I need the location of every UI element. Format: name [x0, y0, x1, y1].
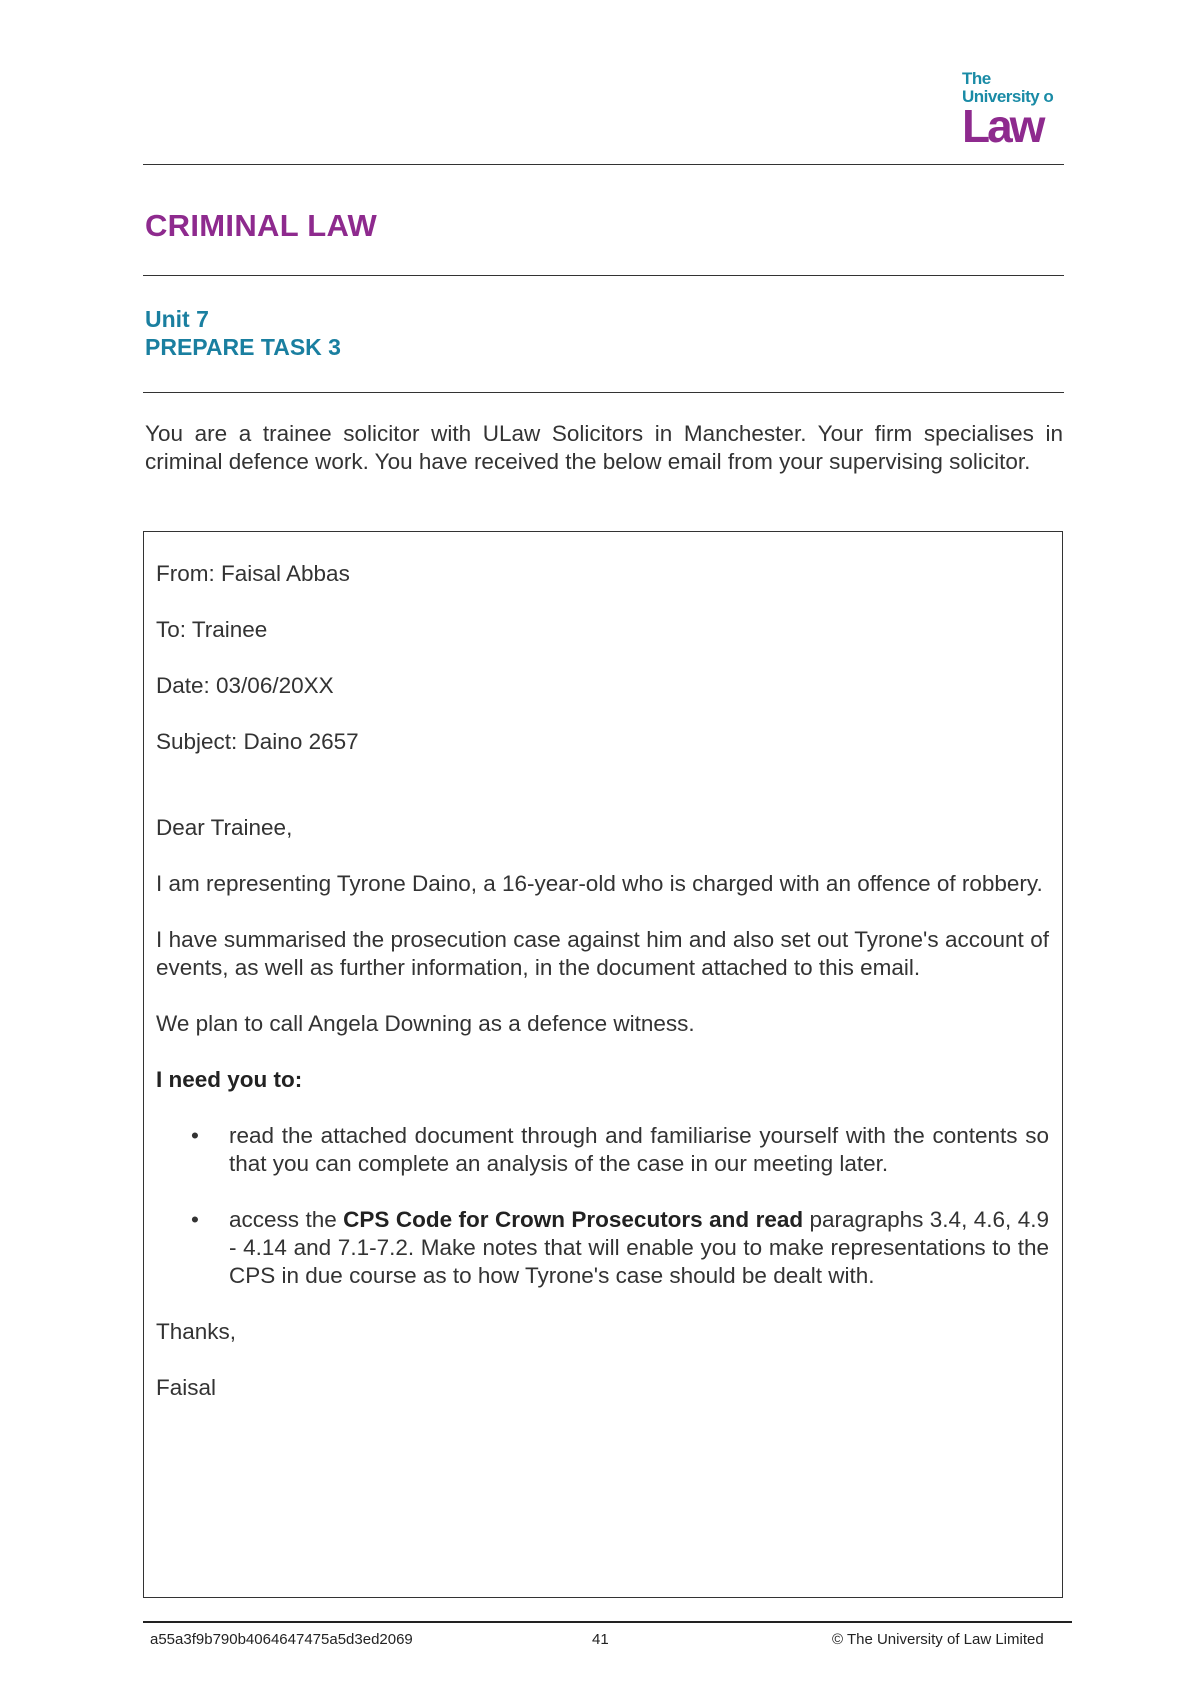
- header-divider-middle: [143, 275, 1064, 276]
- email-subject: Subject: Daino 2657: [156, 729, 359, 754]
- logo-line-law: Law: [962, 100, 1043, 152]
- email-to: To: Trainee: [156, 617, 268, 642]
- task-1-text: read the attached document through and familiarise yourself with the contents so that you can complete an analysis of the case in our meeting later.: [229, 1123, 1049, 1176]
- task-item-1: [156, 1122, 1049, 1178]
- footer-page-number: 41: [592, 1631, 609, 1648]
- task-label: PREPARE TASK 3: [145, 334, 341, 360]
- footer-copyright: © The University of Law Limited: [832, 1631, 1044, 1648]
- logo-line-the: The: [962, 69, 991, 88]
- email-need-heading: I need you to:: [156, 1067, 303, 1092]
- page-title: CRIMINAL LAW: [145, 208, 378, 243]
- footer-divider: [143, 1621, 1072, 1623]
- email-box: [143, 531, 1063, 1598]
- task-item-2: [156, 1206, 1049, 1290]
- email-date: Date: 03/06/20XX: [156, 673, 334, 698]
- footer-document-code: a55a3f9b790b4064647475a5d3ed2069: [150, 1631, 413, 1648]
- task-2-text-post: paragraphs 3.4, 4.6, 4.9 - 4.14 and 7.1-7.2. Make notes that will enable you to make representations to the CPS in due course as to how Tyrone's case should be dealt with.: [229, 1207, 1049, 1288]
- email-paragraph-3: We plan to call Angela Downing as a defence witness.: [156, 1011, 695, 1036]
- header-divider-top: [143, 164, 1064, 165]
- task-list: [156, 1122, 1049, 1290]
- header-divider-bottom: [143, 392, 1064, 393]
- bullet-icon: •: [191, 1123, 199, 1148]
- email-thanks: Thanks,: [156, 1319, 237, 1344]
- email-paragraph-2: I have summarised the prosecution case against him and also set out Tyrone's account of events, as well as further information, in the document attached to this email.: [156, 927, 1049, 980]
- email-from: From: Faisal Abbas: [156, 561, 350, 586]
- email-paragraph-1: I am representing Tyrone Daino, a 16-year-old who is charged with an offence of robbery.: [156, 871, 1043, 896]
- bullet-icon: •: [191, 1207, 199, 1232]
- unit-heading: [145, 305, 341, 361]
- unit-label: Unit 7: [145, 306, 209, 332]
- task-2-text-pre: access the: [229, 1207, 344, 1232]
- task-2-text-bold: CPS Code for Crown Prosecutors and read: [343, 1207, 804, 1232]
- university-of-law-logo: [962, 69, 1072, 152]
- logo-line-university: University o: [962, 87, 1054, 106]
- email-signoff: Faisal: [156, 1375, 217, 1400]
- email-greeting: Dear Trainee,: [156, 815, 293, 840]
- intro-paragraph: You are a trainee solicitor with ULaw Solicitors in Manchester. Your firm specialises in criminal defence work. You have received the below email from your supervising solicitor.: [145, 421, 1063, 474]
- email-content: [156, 560, 1049, 1430]
